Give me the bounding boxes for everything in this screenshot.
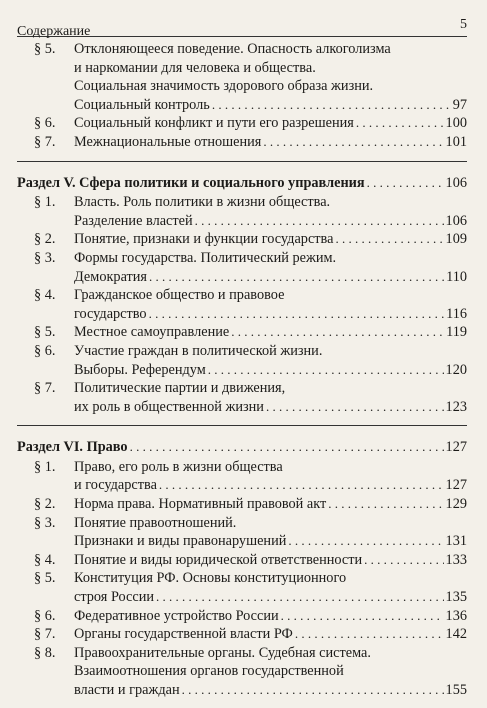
toc-entry (17, 114, 467, 133)
section-page: 106 (445, 174, 467, 191)
entry-page: 106 (445, 212, 467, 229)
toc-entry (17, 625, 467, 644)
entry-title-line: Социальная значимость здорового образа жизни. (74, 78, 374, 95)
entry-number: § 5. (34, 570, 56, 587)
divider (17, 161, 467, 162)
toc-section-law (17, 438, 467, 457)
entry-title-line: Местное самоуправление (74, 324, 230, 341)
leader-dots (295, 625, 444, 644)
entry-number: § 5. (34, 324, 56, 341)
entry-title-line: и государства (74, 477, 157, 494)
leader-dots (263, 133, 443, 152)
header-title: Содержание (17, 24, 91, 39)
entry-number: § 6. (34, 607, 56, 624)
entry-title-line: Понятие и виды юридической ответственности (74, 551, 363, 568)
entry-title-line: их роль в общественной жизни (74, 398, 264, 415)
entry-number: § 6. (34, 342, 56, 359)
entry-page: 135 (445, 589, 467, 606)
toc-entry (17, 495, 467, 514)
toc-entry (17, 323, 467, 342)
toc-group-politics (17, 193, 467, 416)
entry-title-line: Федеративное устройство России (74, 607, 279, 624)
entry-title-line: Конституция РФ. Основы конституционного (74, 570, 347, 587)
entry-page: 109 (445, 231, 467, 248)
toc-entry (17, 40, 467, 114)
entry-title-line: Гражданское общество и правовое (74, 287, 285, 304)
entry-title-line: Формы государства. Политический режим. (74, 249, 337, 266)
toc-entry (17, 551, 467, 570)
entry-number: § 4. (34, 287, 56, 304)
leader-dots (281, 607, 444, 626)
entry-page: 155 (445, 682, 467, 698)
entry-title-line: строя России (74, 589, 155, 606)
section-title: Раздел VI. Право (17, 439, 128, 456)
entry-title-line: Политические партии и движения, (74, 380, 286, 397)
entry-number: § 8. (34, 644, 56, 661)
entry-page: 133 (445, 551, 467, 568)
toc-entry (17, 286, 467, 323)
leader-dots (266, 398, 444, 417)
toc-entry (17, 342, 467, 379)
leader-dots (231, 323, 444, 342)
leader-dots (182, 681, 444, 700)
entry-number: § 1. (34, 194, 56, 211)
entry-page: 110 (446, 268, 467, 285)
entry-title-line: Выборы. Референдум (74, 361, 206, 378)
entry-title-line: Социальный контроль (74, 96, 210, 113)
leader-dots (335, 230, 443, 249)
leader-dots (364, 551, 443, 570)
toc-entry (17, 569, 467, 606)
entry-number: § 6. (34, 115, 56, 132)
toc-entry (17, 230, 467, 249)
leader-dots (367, 174, 444, 193)
entry-number: § 4. (34, 551, 56, 568)
entry-title-line: Право, его роль в жизни общества (74, 458, 283, 475)
entry-title-line: Отклоняющееся поведение. Опасность алкоголизма (74, 41, 391, 57)
toc-entry (17, 607, 467, 626)
entry-title-line: Норма права. Нормативный правовой акт (74, 496, 327, 513)
entry-title-line: Участие граждан в политической жизни. (74, 342, 323, 359)
leader-dots (149, 268, 444, 287)
entry-title-line: государство (74, 305, 147, 322)
entry-title-line: Межнациональные отношения (74, 133, 262, 150)
entry-title-line: Власть. Роль политики в жизни общества. (74, 194, 331, 211)
entry-title-line: и наркомании для человека и общества. (74, 59, 316, 76)
toc-group-social (17, 40, 467, 152)
entry-title-line: Признаки и виды правонарушений (74, 533, 287, 550)
leader-dots (212, 96, 451, 115)
entry-page: 100 (445, 115, 467, 132)
leader-dots (159, 476, 444, 495)
entry-title-line: Разделение властей (74, 212, 193, 229)
leader-dots (288, 532, 443, 551)
header-page-number: 5 (460, 17, 467, 32)
entry-page: 142 (445, 626, 467, 643)
toc-entry (17, 514, 467, 551)
entry-number: § 2. (34, 496, 56, 513)
entry-number: § 2. (34, 231, 56, 248)
entry-page: 120 (445, 361, 467, 378)
leader-dots (156, 588, 444, 607)
toc-entry (17, 644, 467, 700)
entry-page: 123 (445, 398, 467, 415)
entry-title-line: Понятие правоотношений. (74, 514, 237, 531)
entry-title-line: Органы государственной власти РФ (74, 626, 293, 643)
toc-entry (17, 133, 467, 152)
entry-page: 127 (445, 477, 467, 494)
section-title: Раздел V. Сфера политики и социального управления (17, 174, 365, 191)
toc-entry (17, 458, 467, 495)
entry-title-line: Взаимоотношения органов государственной (74, 663, 344, 680)
leader-dots (356, 114, 444, 133)
entry-title-line: власти и граждан (74, 682, 180, 698)
entry-title-line: Понятие, признаки и функции государства (74, 231, 334, 248)
entry-number: § 5. (34, 41, 56, 57)
table-of-contents (17, 40, 467, 700)
leader-dots (208, 361, 444, 380)
entry-number: § 1. (34, 458, 56, 475)
leader-dots (328, 495, 443, 514)
running-header (17, 14, 467, 37)
toc-section-politics (17, 174, 467, 193)
toc-entry (17, 249, 467, 286)
entry-page: 119 (446, 324, 467, 341)
entry-title-line: Правоохранительные органы. Судебная система. (74, 644, 371, 661)
entry-page: 136 (445, 607, 467, 624)
leader-dots (149, 305, 444, 324)
divider (17, 425, 467, 426)
leader-dots (195, 212, 444, 231)
entry-number: § 7. (34, 626, 56, 643)
entry-number: § 3. (34, 514, 56, 531)
entry-page: 131 (445, 533, 467, 550)
entry-title-line: Социальный конфликт и пути его разрешения (74, 115, 354, 132)
entry-title-line: Демократия (74, 268, 148, 285)
toc-entry (17, 193, 467, 230)
toc-group-law (17, 458, 467, 700)
section-page: 127 (445, 439, 467, 456)
entry-number: § 3. (34, 249, 56, 266)
leader-dots (130, 438, 444, 457)
entry-page: 116 (446, 305, 467, 322)
toc-entry (17, 379, 467, 416)
entry-number: § 7. (34, 380, 56, 397)
entry-page: 129 (445, 496, 467, 513)
entry-number: § 7. (34, 133, 56, 150)
entry-page: 97 (452, 96, 467, 113)
entry-page: 101 (445, 133, 467, 150)
